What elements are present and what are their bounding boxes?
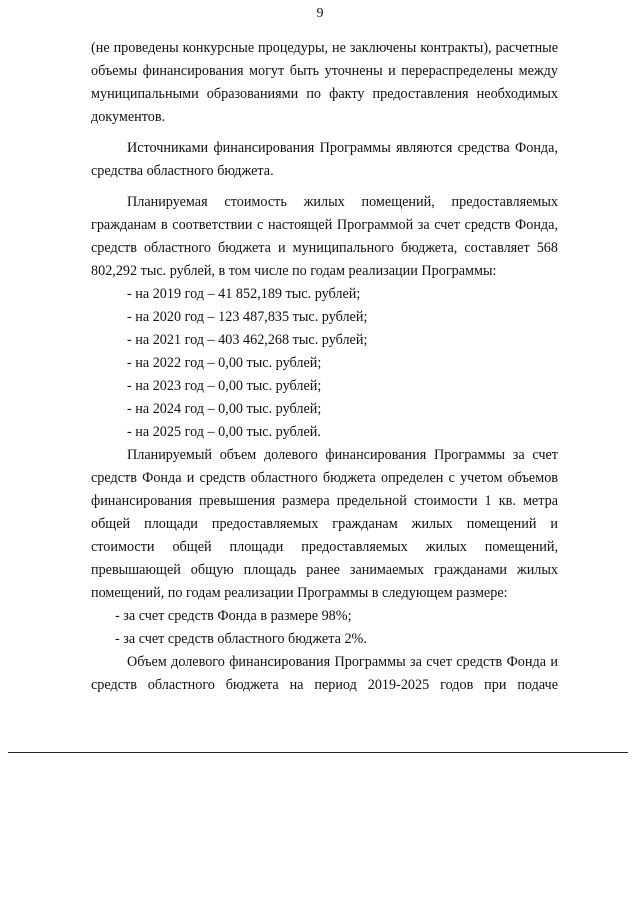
paragraph-funding-sources: Источниками финансирования Программы являются средства Фонда, средства областного бюджета. [91,140,558,179]
list-item: - за счет средств Фонда в размере 98%; [115,608,352,624]
list-item: - на 2024 год – 0,00 тыс. рублей; [127,401,322,417]
paragraph-shared-financing: Планируемый объем долевого финансирования Программы за счет средств Фонда и средств областного бюджета определен с учетом объемов финансирования превышения размера предельной стоимости 1 кв. метра общей площади предоставляемых гражданам жилых помещений и стоимости общей площади предоставляемых жилых помещений, превышающей общую площадь ранее занимаемых гражданами жилых помещений, по годам реализации Программы в следующем размере: [91,447,558,601]
list-item: - за счет средств областного бюджета 2%. [115,631,367,647]
paragraph-financing-volume: Объем долевого финансирования Программы за счет средств Фонда и средств областного бюджета на период 2019-2025 годов при подаче [91,654,558,693]
list-item: - на 2025 год – 0,00 тыс. рублей. [127,424,321,440]
paragraph-planned-cost: Планируемая стоимость жилых помещений, предоставляемых гражданам в соответствии с настоящей Программой за счет средств Фонда, средств областного бюджета и муниципального бюджета, составляет 568 802,292 тыс. рублей, в том числе по годам реализации Программы: [91,194,558,279]
list-item: - на 2022 год – 0,00 тыс. рублей; [127,355,322,371]
list-item: - на 2020 год – 123 487,835 тыс. рублей; [127,309,368,325]
document-body [91,37,558,697]
years-list [91,283,558,444]
paragraph-continuation: (не проведены конкурсные процедуры, не заключены контракты), расчетные объемы финансирования могут быть уточнены и перераспределены между муниципальными образованиями по факту предоставления необходимых документов. [91,40,558,125]
list-item: - на 2019 год – 41 852,189 тыс. рублей; [127,286,361,302]
funding-share-list [91,605,558,651]
list-item: - на 2023 год – 0,00 тыс. рублей; [127,378,322,394]
list-item: - на 2021 год – 403 462,268 тыс. рублей; [127,332,368,348]
page-number: 9 [316,6,324,21]
footer-divider [8,752,628,753]
